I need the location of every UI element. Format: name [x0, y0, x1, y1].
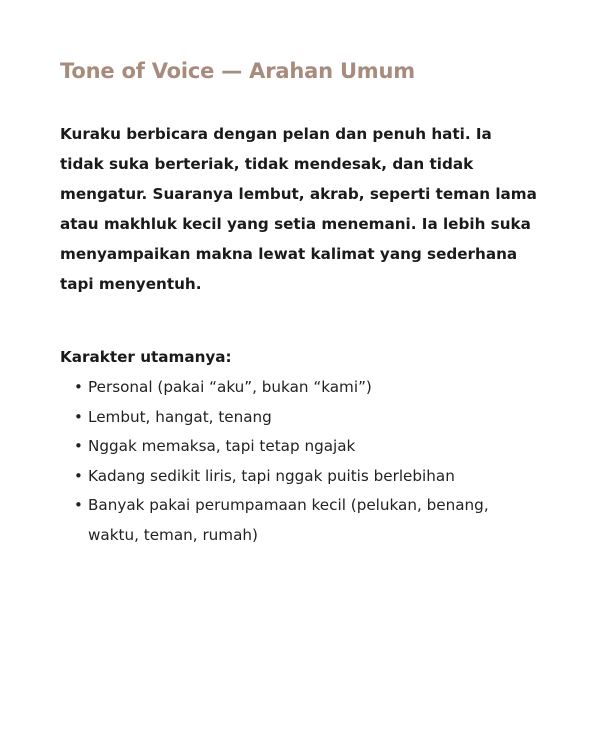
page-title: Tone of Voice — Arahan Umum: [60, 59, 415, 83]
characteristics-heading: Karakter utamanya:: [60, 348, 232, 366]
list-item-text: Banyak pakai perumpamaan kecil (pelukan, benang, waktu, teman, rumah): [88, 496, 489, 544]
list-item: [74, 403, 540, 433]
list-item-text: Lembut, hangat, tenang: [88, 407, 272, 426]
list-item-text: Personal (pakai “aku”, bukan “kami”): [88, 378, 372, 396]
list-item-text: Kadang sedikit liris, tapi nggak puitis berlebihan: [88, 466, 455, 485]
list-item: [74, 373, 540, 403]
list-item: [74, 462, 540, 492]
bullet-icon: •: [74, 407, 83, 426]
bullet-icon: •: [74, 378, 83, 396]
bullet-icon: •: [74, 437, 83, 455]
intro-paragraph: Kuraku berbicara dengan pelan dan penuh hati. Ia tidak suka berteriak, tidak mendesak, dan tidak mengatur. Suaranya lembut, akrab, seperti teman lama atau makhluk kecil yang setia menemani. Ia lebih suka menyampaikan makna lewat kalimat yang sederhana tapi menyentuh.: [60, 125, 537, 293]
list-item-text: Nggak memaksa, tapi tetap ngajak: [88, 437, 356, 455]
characteristics-list: [60, 373, 540, 550]
list-item: [74, 491, 540, 550]
bullet-icon: •: [74, 496, 83, 514]
bullet-icon: •: [74, 466, 83, 485]
document-page: [60, 56, 540, 550]
list-item: [74, 432, 540, 462]
